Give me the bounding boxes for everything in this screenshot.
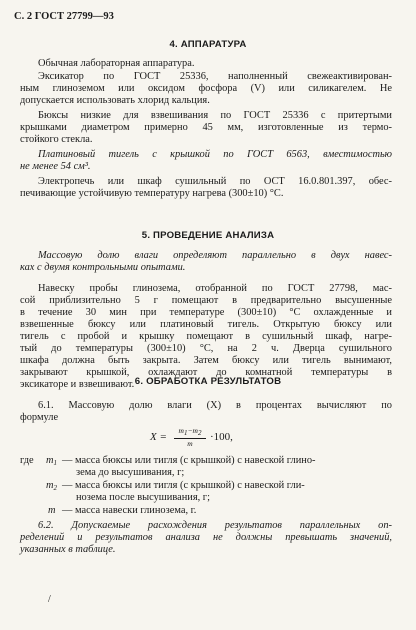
moisture-formula (150, 426, 310, 450)
formula-tail: ·100, (210, 431, 233, 443)
legend-symbol: $m_1$ (46, 455, 58, 467)
paragraph-line: крышками диаметром примерно 45 мм, изготовленные из термо- (20, 122, 392, 133)
paragraph-line: Обычная лабораторная аппаратура. (38, 58, 195, 69)
formula-fraction (172, 426, 208, 448)
paragraph-line: закрывают крышкой, охлаждают до комнатной температуры в (20, 367, 392, 378)
section-heading-results: 6. ОБРАБОТКА РЕЗУЛЬТАТОВ (134, 376, 282, 387)
legend-text: — масса бюксы или тигля (с крышкой) с навеской глино- (62, 455, 316, 466)
paragraph-line: тигель с пробой и крышку помещают в сушильный шкаф, нагре- (20, 331, 392, 342)
legend-prefix: где (20, 455, 34, 466)
legend-symbol: m (48, 505, 56, 516)
paragraph-line: печивающие устойчивую температуру нагрева (300±10) °С. (20, 188, 284, 199)
paragraph-line: 6.1. Массовую долю влаги (X) в процентах вычисляют по (38, 400, 392, 411)
paragraph-line: ным глиноземом или оксидом фосфора (V) или силикагелем. Не (20, 83, 392, 94)
formula-denominator: m (187, 439, 193, 448)
paragraph-line: Навеску пробы глинозема, отобранной по ГОСТ 27798, мас- (38, 283, 392, 294)
paragraph-line: Бюксы низкие для взвешивания по ГОСТ 25336 с притертыми (38, 110, 392, 121)
paragraph-line: тый до температуры (300±10) °С, на 2 ч. Дверца сушильного (20, 343, 392, 354)
section-heading-procedure: 5. ПРОВЕДЕНИЕ АНАЛИЗА (141, 230, 275, 241)
page-header: С. 2 ГОСТ 27799—93 (14, 11, 114, 22)
paragraph-line: сой приблизительно 5 г помещают в предварительно высушенные (20, 295, 392, 306)
paragraph-line: 6.2. Допускаемые расхождения результатов параллельных оп- (38, 520, 392, 531)
paragraph-line: Массовую долю влаги определяют параллельно в двух навес- (38, 250, 392, 261)
paragraph-line: Платиновый тигель с крышкой по ГОСТ 6563, вместимостью (38, 149, 392, 160)
paragraph-line: Эксикатор по ГОСТ 25336, наполненный свежеактивирован- (38, 71, 392, 82)
formula-lhs: X = (150, 431, 167, 443)
paragraph-line: стойкого стекла. (20, 134, 93, 145)
paragraph-line: эксикаторе и взвешивают. (20, 379, 135, 390)
footer-mark: / (48, 594, 51, 605)
formula-numerator: m1−m2 (178, 426, 202, 437)
paragraph-line: формуле (20, 412, 59, 423)
legend-symbol: $m_2$ (46, 480, 58, 492)
legend-text-cont: нозема после высушивания, г; (76, 492, 210, 503)
paragraph-line: взвешенные бюксу или платиновый тигель. Открытую бюксу или (20, 319, 392, 330)
paragraph-line: ределений и результатов анализа не должны превышать значений, (20, 532, 392, 543)
paragraph-line: шкафа должна быть закрыта. Затем бюксу или тигель вынимают, (20, 355, 392, 366)
paragraph-line: указанных в таблице. (20, 544, 116, 555)
paragraph-line: допускается использовать хлорид кальция. (20, 95, 210, 106)
legend-text: — масса навески глинозема, г. (62, 505, 197, 516)
paragraph-line: Электропечь или шкаф сушильный по ОСТ 16.0.801.397, обес- (38, 176, 392, 187)
paragraph-line: в течение 30 мин при температуре (300±10) °С охлажденные и (20, 307, 392, 318)
legend-text: — масса бюксы или тигля (с крышкой) с навеской гли- (62, 480, 305, 491)
paragraph-line: не менее 54 см³. (20, 161, 91, 172)
legend-text-cont: зема до высушивания, г; (76, 467, 185, 478)
section-heading-apparatus: 4. АППАРАТУРА (169, 39, 247, 50)
paragraph-line: ках с двумя контрольными опытами. (20, 262, 186, 273)
